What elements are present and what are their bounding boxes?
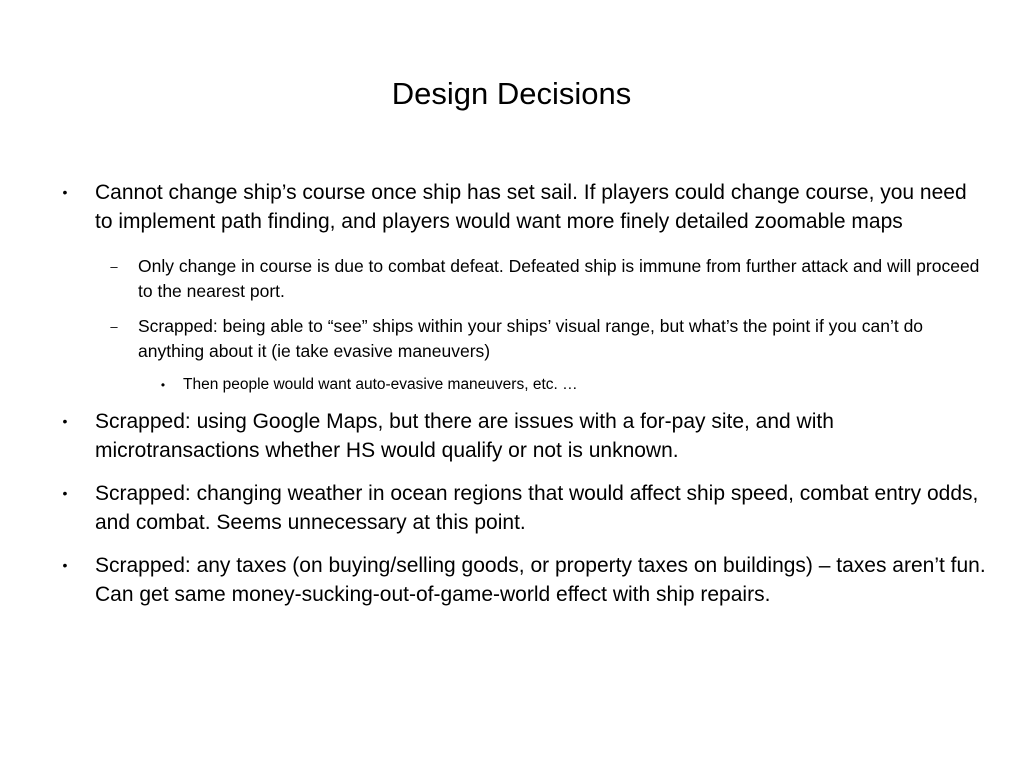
sub-item-combat-defeat (58, 254, 988, 304)
sub-sub-item-auto-evasive (58, 374, 988, 396)
bullet-icon: • (160, 378, 166, 392)
bullet-icon: • (62, 485, 68, 501)
sub-sub-item-text: Then people would want auto-evasive maneuvers, etc. … (183, 376, 578, 393)
bullet-item-course-change (58, 178, 988, 236)
dash-icon: – (110, 259, 118, 274)
bullet-item-weather (58, 479, 988, 537)
sub-item-visual-range (58, 314, 988, 364)
bullet-text: Scrapped: using Google Maps, but there are issues with a for-pay site, and with microtransactions whether HS would qualify or not is unknown. (95, 410, 834, 462)
dash-icon: – (110, 319, 118, 334)
bullet-icon: • (62, 184, 68, 200)
sub-item-text: Only change in course is due to combat defeat. Defeated ship is immune from further attack and will proceed to the nearest port. (138, 256, 980, 301)
bullet-text: Cannot change ship’s course once ship has set sail. If players could change course, you need to implement path finding, and players would want more finely detailed zoomable maps (95, 181, 967, 233)
bullet-item-taxes (58, 551, 988, 609)
bullet-item-google-maps (58, 407, 988, 465)
bullet-text: Scrapped: any taxes (on buying/selling goods, or property taxes on buildings) – taxes aren’t fun. Can get same money-sucking-out-of-game-world effect with ship repairs. (95, 554, 986, 606)
bullet-icon: • (62, 413, 68, 429)
bullet-text: Scrapped: changing weather in ocean regions that would affect ship speed, combat entry odds, and combat. Seems unnecessary at this point. (95, 482, 979, 534)
slide-title: Design Decisions (391, 76, 632, 111)
sub-item-text: Scrapped: being able to “see” ships within your ships’ visual range, but what’s the point if you can’t do anything about it (ie take evasive maneuvers) (138, 316, 924, 361)
bullet-list (58, 178, 988, 623)
bullet-icon: • (62, 557, 68, 573)
